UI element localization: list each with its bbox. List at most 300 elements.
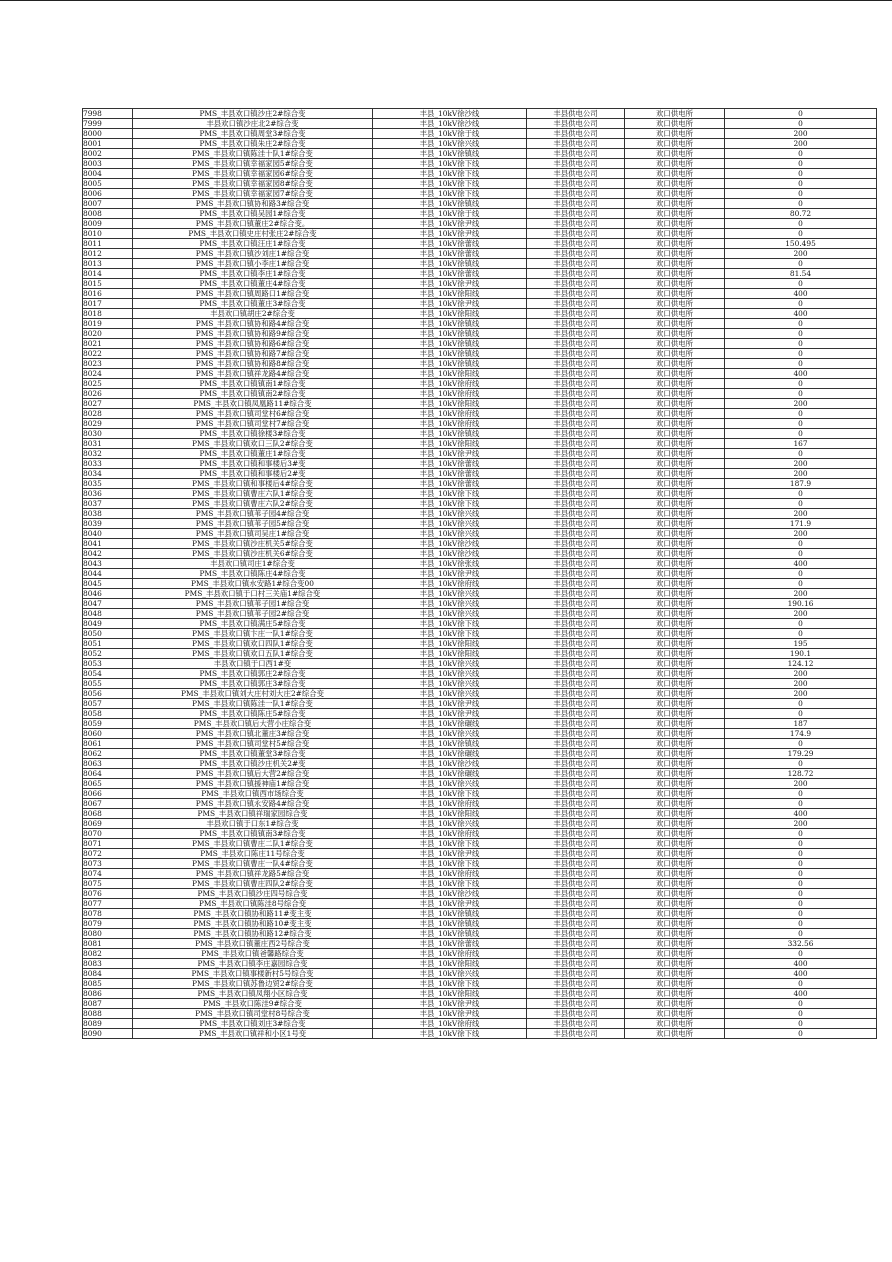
company-cell: 丰县供电公司 [527, 569, 625, 579]
table-row [83, 369, 877, 379]
feeder-line-cell: 丰县_10kV徐下线 [373, 499, 527, 509]
value-cell: 0 [725, 929, 877, 939]
feeder-line-cell: 丰县_10kV徐下线 [373, 489, 527, 499]
table-row [83, 379, 877, 389]
value-cell: 0 [725, 149, 877, 159]
transformer-name-cell: PMS_丰县欢口镇汪庄1#综合变 [133, 239, 373, 249]
table-row [83, 899, 877, 909]
value-cell: 0 [725, 739, 877, 749]
table-row [83, 199, 877, 209]
table-row [83, 1029, 877, 1039]
value-cell: 0 [725, 379, 877, 389]
company-cell: 丰县供电公司 [527, 729, 625, 739]
feeder-line-cell: 丰县_10kV徐沙线 [373, 539, 527, 549]
table-row [83, 149, 877, 159]
value-cell: 0 [725, 979, 877, 989]
table-row [83, 869, 877, 879]
transformer-name-cell: PMS_丰县欢口镇董庄西2号综合变 [133, 939, 373, 949]
company-cell: 丰县供电公司 [527, 839, 625, 849]
feeder-line-cell: 丰县_10kV徐尹线 [373, 299, 527, 309]
feeder-line-cell: 丰县_10kV徐镇线 [373, 319, 527, 329]
station-cell: 欢口供电所 [625, 779, 725, 789]
value-cell: 0 [725, 349, 877, 359]
transformer-name-cell: PMS_丰县欢口镇协和路6#综合变 [133, 339, 373, 349]
station-cell: 欢口供电所 [625, 429, 725, 439]
value-cell: 0 [725, 949, 877, 959]
transformer-name-cell: PMS_丰县欢口镇协和路7#综合变 [133, 349, 373, 359]
company-cell: 丰县供电公司 [527, 669, 625, 679]
feeder-line-cell: 丰县_10kV徐下线 [373, 979, 527, 989]
value-cell: 187.9 [725, 479, 877, 489]
company-cell: 丰县供电公司 [527, 869, 625, 879]
company-cell: 丰县供电公司 [527, 889, 625, 899]
value-cell: 200 [725, 589, 877, 599]
table-row [83, 919, 877, 929]
station-cell: 欢口供电所 [625, 859, 725, 869]
station-cell: 欢口供电所 [625, 529, 725, 539]
row-id-cell: 8051 [83, 639, 133, 649]
transformer-name-cell: PMS_丰县欢口镇于口村三关庙1#综合变 [133, 589, 373, 599]
value-cell: 0 [725, 319, 877, 329]
feeder-line-cell: 丰县_10kV徐阳线 [373, 289, 527, 299]
transformer-name-cell: PMS_丰县欢口镇周路口1#综合变 [133, 289, 373, 299]
company-cell: 丰县供电公司 [527, 959, 625, 969]
feeder-line-cell: 丰县_10kV徐镇线 [373, 329, 527, 339]
feeder-line-cell: 丰县_10kV徐下线 [373, 839, 527, 849]
feeder-line-cell: 丰县_10kV徐尹线 [373, 899, 527, 909]
station-cell: 欢口供电所 [625, 789, 725, 799]
station-cell: 欢口供电所 [625, 139, 725, 149]
table-row [83, 879, 877, 889]
row-id-cell: 8055 [83, 679, 133, 689]
station-cell: 欢口供电所 [625, 449, 725, 459]
row-id-cell: 8073 [83, 859, 133, 869]
value-cell: 0 [725, 279, 877, 289]
company-cell: 丰县供电公司 [527, 649, 625, 659]
value-cell: 0 [725, 569, 877, 579]
row-id-cell: 8041 [83, 539, 133, 549]
company-cell: 丰县供电公司 [527, 349, 625, 359]
station-cell: 欢口供电所 [625, 689, 725, 699]
transformer-name-cell: PMS_丰县欢口镇祥龙路4#综合变 [133, 369, 373, 379]
feeder-line-cell: 丰县_10kV徐下线 [373, 879, 527, 889]
transformer-name-cell: PMS_丰县欢口镇司堂村6#综合变 [133, 409, 373, 419]
row-id-cell: 8025 [83, 379, 133, 389]
feeder-line-cell: 丰县_10kV徐尹线 [373, 709, 527, 719]
transformer-name-cell: PMS_丰县欢口镇司吴庄1#综合变 [133, 529, 373, 539]
transformer-name-cell: PMS_丰县欢口镇欢口四队1#综合变 [133, 639, 373, 649]
row-id-cell: 8001 [83, 139, 133, 149]
feeder-line-cell: 丰县_10kV徐镇线 [373, 149, 527, 159]
row-id-cell: 8075 [83, 879, 133, 889]
table-row [83, 849, 877, 859]
value-cell: 0 [725, 329, 877, 339]
transformer-name-cell: PMS_丰县欢口镇董庄1#综合变 [133, 449, 373, 459]
value-cell: 0 [725, 579, 877, 589]
transformer-name-cell: PMS_丰县欢口镇沙庄四号综合变 [133, 889, 373, 899]
station-cell: 欢口供电所 [625, 309, 725, 319]
row-id-cell: 8021 [83, 339, 133, 349]
feeder-line-cell: 丰县_10kV徐阳线 [373, 309, 527, 319]
station-cell: 欢口供电所 [625, 359, 725, 369]
feeder-line-cell: 丰县_10kV徐府线 [373, 579, 527, 589]
value-cell: 0 [725, 489, 877, 499]
row-id-cell: 8016 [83, 289, 133, 299]
table-row [83, 769, 877, 779]
feeder-line-cell: 丰县_10kV徐沙线 [373, 549, 527, 559]
table-row [83, 519, 877, 529]
station-cell: 欢口供电所 [625, 509, 725, 519]
table-row [83, 489, 877, 499]
station-cell: 欢口供电所 [625, 909, 725, 919]
table-row [83, 609, 877, 619]
company-cell: 丰县供电公司 [527, 139, 625, 149]
company-cell: 丰县供电公司 [527, 449, 625, 459]
value-cell: 0 [725, 619, 877, 629]
value-cell: 200 [725, 459, 877, 469]
row-id-cell: 8052 [83, 649, 133, 659]
feeder-line-cell: 丰县_10kV徐阳线 [373, 439, 527, 449]
station-cell: 欢口供电所 [625, 389, 725, 399]
table-row [83, 639, 877, 649]
value-cell: 400 [725, 289, 877, 299]
table-row [83, 389, 877, 399]
transformer-name-cell: PMS_丰县欢口镇永安路4#综合变 [133, 799, 373, 809]
station-cell: 欢口供电所 [625, 989, 725, 999]
value-cell: 0 [725, 709, 877, 719]
row-id-cell: 8017 [83, 299, 133, 309]
row-id-cell: 8064 [83, 769, 133, 779]
station-cell: 欢口供电所 [625, 469, 725, 479]
company-cell: 丰县供电公司 [527, 859, 625, 869]
station-cell: 欢口供电所 [625, 679, 725, 689]
transformer-name-cell: PMS_丰县欢口镇司堂村5#综合变 [133, 739, 373, 749]
row-id-cell: 8023 [83, 359, 133, 369]
value-cell: 200 [725, 249, 877, 259]
value-cell: 0 [725, 499, 877, 509]
feeder-line-cell: 丰县_10kV徐碾线 [373, 719, 527, 729]
value-cell: 200 [725, 679, 877, 689]
row-id-cell: 8033 [83, 459, 133, 469]
table-row [83, 619, 877, 629]
table-row [83, 929, 877, 939]
company-cell: 丰县供电公司 [527, 739, 625, 749]
value-cell: 0 [725, 259, 877, 269]
feeder-line-cell: 丰县_10kV徐于线 [373, 129, 527, 139]
station-cell: 欢口供电所 [625, 409, 725, 419]
table-row [83, 719, 877, 729]
station-cell: 欢口供电所 [625, 939, 725, 949]
company-cell: 丰县供电公司 [527, 529, 625, 539]
company-cell: 丰县供电公司 [527, 699, 625, 709]
row-id-cell: 8037 [83, 499, 133, 509]
row-id-cell: 8060 [83, 729, 133, 739]
transformer-name-cell: PMS_丰县欢口镇苇子园1#综合变 [133, 599, 373, 609]
station-cell: 欢口供电所 [625, 959, 725, 969]
value-cell: 200 [725, 139, 877, 149]
row-id-cell: 8076 [83, 889, 133, 899]
row-id-cell: 8039 [83, 519, 133, 529]
row-id-cell: 8048 [83, 609, 133, 619]
station-cell: 欢口供电所 [625, 119, 725, 129]
company-cell: 丰县供电公司 [527, 579, 625, 589]
feeder-line-cell: 丰县_10kV徐碾线 [373, 769, 527, 779]
transformer-table-sheet [82, 108, 877, 1039]
company-cell: 丰县供电公司 [527, 789, 625, 799]
feeder-line-cell: 丰县_10kV徐尹线 [373, 569, 527, 579]
table-row [83, 409, 877, 419]
feeder-line-cell: 丰县_10kV徐下线 [373, 789, 527, 799]
table-row [83, 629, 877, 639]
row-id-cell: 8057 [83, 699, 133, 709]
feeder-line-cell: 丰县_10kV徐兴线 [373, 729, 527, 739]
feeder-line-cell: 丰县_10kV徐兴线 [373, 589, 527, 599]
value-cell: 332.56 [725, 939, 877, 949]
company-cell: 丰县供电公司 [527, 489, 625, 499]
value-cell: 0 [725, 889, 877, 899]
row-id-cell: 8043 [83, 559, 133, 569]
feeder-line-cell: 丰县_10kV徐兴线 [373, 599, 527, 609]
table-row [83, 269, 877, 279]
value-cell: 80.72 [725, 209, 877, 219]
company-cell: 丰县供电公司 [527, 749, 625, 759]
station-cell: 欢口供电所 [625, 479, 725, 489]
table-row [83, 469, 877, 479]
table-row [83, 159, 877, 169]
row-id-cell: 8087 [83, 999, 133, 1009]
station-cell: 欢口供电所 [625, 809, 725, 819]
company-cell: 丰县供电公司 [527, 369, 625, 379]
station-cell: 欢口供电所 [625, 519, 725, 529]
row-id-cell: 8080 [83, 929, 133, 939]
transformer-name-cell: PMS_丰县欢口镇水安路1#综合变00 [133, 579, 373, 589]
transformer-name-cell: PMS_丰县欢口镇郭庄3#综合变 [133, 679, 373, 689]
row-id-cell: 8009 [83, 219, 133, 229]
value-cell: 0 [725, 999, 877, 1009]
company-cell: 丰县供电公司 [527, 949, 625, 959]
value-cell: 0 [725, 699, 877, 709]
feeder-line-cell: 丰县_10kV徐镇线 [373, 909, 527, 919]
station-cell: 欢口供电所 [625, 719, 725, 729]
transformer-name-cell: PMS_丰县欢口镇协和路4#综合变 [133, 319, 373, 329]
row-id-cell: 8046 [83, 589, 133, 599]
station-cell: 欢口供电所 [625, 589, 725, 599]
transformer-name-cell: 丰县欢口镇司庄1#综合变 [133, 559, 373, 569]
table-row [83, 419, 877, 429]
transformer-name-cell: PMS_丰县欢口镇幸福家园5#综合变 [133, 159, 373, 169]
company-cell: 丰县供电公司 [527, 269, 625, 279]
table-row [83, 809, 877, 819]
company-cell: 丰县供电公司 [527, 169, 625, 179]
transformer-name-cell: PMS_丰县欢口镇满庄5#综合变 [133, 619, 373, 629]
feeder-line-cell: 丰县_10kV徐蕾线 [373, 269, 527, 279]
station-cell: 欢口供电所 [625, 819, 725, 829]
feeder-line-cell: 丰县_10kV徐沙线 [373, 109, 527, 119]
transformer-name-cell: PMS_丰县欢口镇协和路12#综合变 [133, 929, 373, 939]
transformer-name-cell: PMS_丰县欢口镇协和路9#综合变 [133, 329, 373, 339]
value-cell: 171.9 [725, 519, 877, 529]
transformer-name-cell: PMS_丰县欢口镇凤凰路11#综合变 [133, 399, 373, 409]
value-cell: 190.1 [725, 649, 877, 659]
table-row [83, 659, 877, 669]
table-row [83, 279, 877, 289]
table-row [83, 109, 877, 119]
company-cell: 丰县供电公司 [527, 1019, 625, 1029]
company-cell: 丰县供电公司 [527, 309, 625, 319]
station-cell: 欢口供电所 [625, 599, 725, 609]
transformer-name-cell: 丰县欢口镇沙庄北2#综合变 [133, 119, 373, 129]
station-cell: 欢口供电所 [625, 339, 725, 349]
table-row [83, 339, 877, 349]
row-id-cell: 8036 [83, 489, 133, 499]
transformer-name-cell: PMS_丰县欢口镇沙庄机关6#综合变 [133, 549, 373, 559]
transformer-name-cell: PMS_丰县欢口镇李庄嘉园综合变 [133, 959, 373, 969]
station-cell: 欢口供电所 [625, 249, 725, 259]
transformer-name-cell: PMS_丰县欢口镇郭庄2#综合变 [133, 669, 373, 679]
row-id-cell: 8067 [83, 799, 133, 809]
transformer-name-cell: PMS_丰县欢口镇陈洼十队1#综合变 [133, 149, 373, 159]
station-cell: 欢口供电所 [625, 229, 725, 239]
row-id-cell: 8042 [83, 549, 133, 559]
station-cell: 欢口供电所 [625, 159, 725, 169]
value-cell: 200 [725, 529, 877, 539]
transformer-name-cell: PMS_丰县欢口镇幸福家园7#综合变 [133, 189, 373, 199]
station-cell: 欢口供电所 [625, 619, 725, 629]
transformer-name-cell: PMS_丰县欢口镇曹庄六队1#综合变 [133, 489, 373, 499]
row-id-cell: 8090 [83, 1029, 133, 1039]
table-row [83, 599, 877, 609]
company-cell: 丰县供电公司 [527, 999, 625, 1009]
feeder-line-cell: 丰县_10kV徐沙线 [373, 119, 527, 129]
station-cell: 欢口供电所 [625, 219, 725, 229]
table-row [83, 399, 877, 409]
transformer-name-cell: PMS_丰县欢口镇协和路11#变主变 [133, 909, 373, 919]
station-cell: 欢口供电所 [625, 659, 725, 669]
feeder-line-cell: 丰县_10kV徐兴线 [373, 819, 527, 829]
station-cell: 欢口供电所 [625, 459, 725, 469]
transformer-name-cell: PMS_丰县欢口镇和事楼后2#变 [133, 469, 373, 479]
table-row [83, 789, 877, 799]
row-id-cell: 8081 [83, 939, 133, 949]
table-row [83, 669, 877, 679]
table-row [83, 309, 877, 319]
feeder-line-cell: 丰县_10kV徐阳线 [373, 649, 527, 659]
feeder-line-cell: 丰县_10kV徐府线 [373, 409, 527, 419]
transformer-name-cell: 丰县欢口镇于口东1#综合变 [133, 819, 373, 829]
table-row [83, 439, 877, 449]
feeder-line-cell: 丰县_10kV徐碾线 [373, 749, 527, 759]
feeder-line-cell: 丰县_10kV徐尹线 [373, 229, 527, 239]
row-id-cell: 8000 [83, 129, 133, 139]
value-cell: 0 [725, 879, 877, 889]
transformer-name-cell: PMS_丰县欢口镇陈庄5#综合变 [133, 709, 373, 719]
transformer-name-cell: PMS_丰县欢口镇司堂村8号综合变 [133, 1009, 373, 1019]
feeder-line-cell: 丰县_10kV徐兴线 [373, 779, 527, 789]
transformer-name-cell: PMS_丰县欢口镇苇子园2#综合变 [133, 609, 373, 619]
row-id-cell: 8004 [83, 169, 133, 179]
transformer-name-cell: PMS_丰县欢口镇镇南1#综合变 [133, 379, 373, 389]
table-row [83, 259, 877, 269]
station-cell: 欢口供电所 [625, 629, 725, 639]
row-id-cell: 8066 [83, 789, 133, 799]
table-row [83, 139, 877, 149]
company-cell: 丰县供电公司 [527, 509, 625, 519]
company-cell: 丰县供电公司 [527, 409, 625, 419]
table-row [83, 909, 877, 919]
feeder-line-cell: 丰县_10kV徐下线 [373, 859, 527, 869]
table-row [83, 479, 877, 489]
table-row [83, 559, 877, 569]
row-id-cell: 8083 [83, 959, 133, 969]
row-id-cell: 8015 [83, 279, 133, 289]
row-id-cell: 8020 [83, 329, 133, 339]
row-id-cell: 8088 [83, 1009, 133, 1019]
row-id-cell: 8085 [83, 979, 133, 989]
company-cell: 丰县供电公司 [527, 109, 625, 119]
station-cell: 欢口供电所 [625, 919, 725, 929]
company-cell: 丰县供电公司 [527, 289, 625, 299]
feeder-line-cell: 丰县_10kV徐镇线 [373, 359, 527, 369]
table-row [83, 459, 877, 469]
company-cell: 丰县供电公司 [527, 189, 625, 199]
station-cell: 欢口供电所 [625, 969, 725, 979]
company-cell: 丰县供电公司 [527, 829, 625, 839]
value-cell: 0 [725, 789, 877, 799]
company-cell: 丰县供电公司 [527, 1029, 625, 1039]
company-cell: 丰县供电公司 [527, 299, 625, 309]
value-cell: 150.495 [725, 239, 877, 249]
feeder-line-cell: 丰县_10kV徐尹线 [373, 999, 527, 1009]
transformer-table [82, 108, 877, 1039]
transformer-name-cell: PMS_丰县欢口镇协和路8#综合变 [133, 359, 373, 369]
value-cell: 0 [725, 229, 877, 239]
transformer-name-cell: PMS_丰县欢口镇徐楼3#综合变 [133, 429, 373, 439]
transformer-name-cell: PMS_丰县欢口镇欢口五队1#综合变 [133, 649, 373, 659]
table-row [83, 829, 877, 839]
company-cell: 丰县供电公司 [527, 759, 625, 769]
feeder-line-cell: 丰县_10kV徐府线 [373, 949, 527, 959]
station-cell: 欢口供电所 [625, 649, 725, 659]
feeder-line-cell: 丰县_10kV徐尹线 [373, 449, 527, 459]
table-row [83, 319, 877, 329]
row-id-cell: 8061 [83, 739, 133, 749]
value-cell: 0 [725, 839, 877, 849]
transformer-name-cell: PMS_丰县欢口镇后大营2#综合变 [133, 769, 373, 779]
value-cell: 0 [725, 829, 877, 839]
feeder-line-cell: 丰县_10kV徐兴线 [373, 659, 527, 669]
table-row [83, 979, 877, 989]
value-cell: 0 [725, 1009, 877, 1019]
feeder-line-cell: 丰县_10kV徐兴线 [373, 969, 527, 979]
company-cell: 丰县供电公司 [527, 389, 625, 399]
company-cell: 丰县供电公司 [527, 419, 625, 429]
table-body [83, 109, 877, 1039]
station-cell: 欢口供电所 [625, 319, 725, 329]
company-cell: 丰县供电公司 [527, 719, 625, 729]
row-id-cell: 8002 [83, 149, 133, 159]
value-cell: 0 [725, 919, 877, 929]
station-cell: 欢口供电所 [625, 999, 725, 1009]
company-cell: 丰县供电公司 [527, 209, 625, 219]
company-cell: 丰县供电公司 [527, 339, 625, 349]
row-id-cell: 8049 [83, 619, 133, 629]
transformer-name-cell: PMS_丰县欢口陈洼9#综合变 [133, 999, 373, 1009]
station-cell: 欢口供电所 [625, 549, 725, 559]
feeder-line-cell: 丰县_10kV徐下线 [373, 629, 527, 639]
row-id-cell: 8044 [83, 569, 133, 579]
row-id-cell: 8022 [83, 349, 133, 359]
company-cell: 丰县供电公司 [527, 919, 625, 929]
